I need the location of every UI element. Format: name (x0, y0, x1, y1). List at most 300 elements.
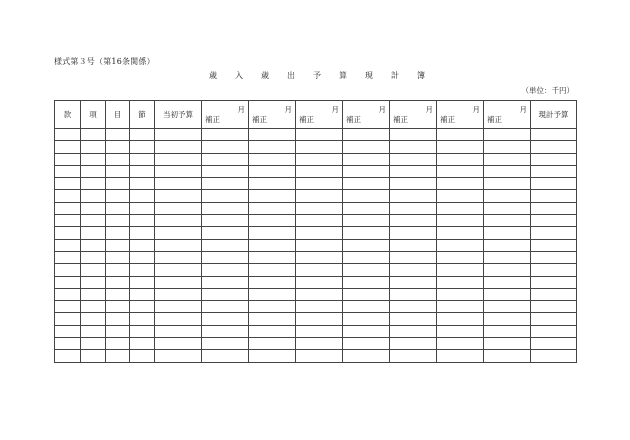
table-cell (81, 264, 106, 276)
table-cell (296, 338, 343, 350)
table-cell (343, 325, 390, 337)
table-row (55, 178, 577, 190)
supplementary-label: 補正 (346, 115, 361, 124)
table-cell (484, 165, 531, 177)
table-cell (531, 264, 577, 276)
table-cell (106, 276, 130, 288)
supplementary-label: 補正 (487, 115, 502, 124)
table-cell (130, 276, 155, 288)
table-cell (106, 190, 130, 202)
table-cell (531, 153, 577, 165)
table-cell (531, 202, 577, 214)
table-cell (484, 276, 531, 288)
table-cell (155, 251, 202, 263)
header-initial-budget: 当初予算 (155, 101, 202, 129)
title-char: 歳 (209, 71, 217, 80)
table-cell (106, 153, 130, 165)
table-cell (343, 215, 390, 227)
table-cell (249, 129, 296, 141)
table-cell (55, 227, 81, 239)
table-cell (249, 301, 296, 313)
table-cell (531, 165, 577, 177)
table-cell (484, 141, 531, 153)
table-cell (130, 301, 155, 313)
table-row (55, 141, 577, 153)
table-cell (155, 141, 202, 153)
table-cell (484, 350, 531, 362)
table-cell (531, 129, 577, 141)
table-cell (202, 264, 249, 276)
header-supplementary (390, 101, 437, 129)
table-cell (484, 338, 531, 350)
table-cell (202, 227, 249, 239)
document-title (209, 70, 425, 81)
table-cell (202, 325, 249, 337)
table-cell (81, 251, 106, 263)
month-label: 月 (237, 105, 245, 114)
table-cell (155, 239, 202, 251)
table-cell (81, 350, 106, 362)
table-cell (81, 141, 106, 153)
table-cell (130, 239, 155, 251)
table-cell (343, 264, 390, 276)
table-cell (106, 313, 130, 325)
table-cell (155, 325, 202, 337)
table-row (55, 313, 577, 325)
table-cell (531, 141, 577, 153)
table-cell (437, 313, 484, 325)
table-cell (531, 190, 577, 202)
table-cell (249, 251, 296, 263)
table-cell (531, 325, 577, 337)
table-cell (130, 178, 155, 190)
table-cell (296, 215, 343, 227)
month-label: 月 (425, 105, 433, 114)
table-cell (81, 190, 106, 202)
table-cell (81, 325, 106, 337)
table-cell (484, 251, 531, 263)
table-cell (55, 239, 81, 251)
table-cell (106, 215, 130, 227)
table-cell (202, 190, 249, 202)
header-supplementary (437, 101, 484, 129)
table-row (55, 350, 577, 362)
table-cell (106, 141, 130, 153)
table-cell (130, 264, 155, 276)
table-cell (437, 141, 484, 153)
table-cell (484, 190, 531, 202)
table-cell (155, 301, 202, 313)
table-cell (390, 338, 437, 350)
table-cell (343, 165, 390, 177)
table-cell (531, 301, 577, 313)
table-cell (296, 350, 343, 362)
table-cell (249, 141, 296, 153)
table-cell (155, 165, 202, 177)
header-moku: 目 (106, 101, 130, 129)
table-cell (296, 227, 343, 239)
table-cell (249, 264, 296, 276)
table-cell (484, 239, 531, 251)
month-label: 月 (284, 105, 292, 114)
table-cell (390, 350, 437, 362)
table-row (55, 153, 577, 165)
table-cell (202, 313, 249, 325)
table-cell (390, 178, 437, 190)
table-cell (81, 202, 106, 214)
table-cell (437, 276, 484, 288)
table-cell (296, 313, 343, 325)
table-cell (249, 288, 296, 300)
table-cell (437, 350, 484, 362)
table-cell (437, 251, 484, 263)
table-cell (249, 325, 296, 337)
table-cell (437, 264, 484, 276)
table-cell (437, 202, 484, 214)
table-row (55, 276, 577, 288)
header-kou: 項 (81, 101, 106, 129)
table-cell (155, 350, 202, 362)
table-cell (296, 178, 343, 190)
unit-note: （単位：千円） (521, 86, 574, 95)
table-row (55, 264, 577, 276)
table-cell (155, 313, 202, 325)
table-cell (390, 215, 437, 227)
table-cell (202, 178, 249, 190)
table-cell (390, 202, 437, 214)
table-body (55, 129, 577, 363)
table-cell (106, 202, 130, 214)
table-cell (130, 153, 155, 165)
table-cell (484, 301, 531, 313)
table-cell (296, 141, 343, 153)
table-cell (437, 153, 484, 165)
table-cell (484, 178, 531, 190)
title-char: 簿 (417, 71, 425, 80)
table-cell (437, 190, 484, 202)
table-cell (484, 153, 531, 165)
header-setsu: 節 (130, 101, 155, 129)
table-cell (531, 239, 577, 251)
table-cell (202, 338, 249, 350)
table-cell (343, 227, 390, 239)
table-cell (249, 190, 296, 202)
table-cell (296, 202, 343, 214)
table-cell (155, 215, 202, 227)
table-cell (55, 215, 81, 227)
header-supplementary (202, 101, 249, 129)
table-cell (343, 129, 390, 141)
table-cell (106, 129, 130, 141)
table-cell (81, 129, 106, 141)
table-cell (390, 227, 437, 239)
table-row (55, 301, 577, 313)
table-row (55, 239, 577, 251)
table-cell (130, 129, 155, 141)
table-cell (81, 227, 106, 239)
table-cell (484, 215, 531, 227)
table-cell (390, 239, 437, 251)
table-cell (296, 276, 343, 288)
table-cell (249, 178, 296, 190)
table-cell (155, 190, 202, 202)
month-label: 月 (378, 105, 386, 114)
table-cell (130, 165, 155, 177)
table-row (55, 215, 577, 227)
table-cell (437, 178, 484, 190)
table-cell (106, 239, 130, 251)
table-cell (249, 338, 296, 350)
table-cell (343, 178, 390, 190)
table-cell (343, 301, 390, 313)
table-cell (55, 313, 81, 325)
table-cell (390, 165, 437, 177)
budget-ledger-table (54, 100, 577, 363)
table-cell (484, 325, 531, 337)
month-label: 月 (519, 105, 527, 114)
table-cell (202, 141, 249, 153)
table-cell (55, 141, 81, 153)
table-cell (531, 313, 577, 325)
table-row (55, 190, 577, 202)
table-cell (390, 190, 437, 202)
table-cell (484, 129, 531, 141)
supplementary-label: 補正 (252, 115, 267, 124)
header-kan: 款 (55, 101, 81, 129)
table-cell (531, 251, 577, 263)
table-cell (155, 227, 202, 239)
table-cell (130, 251, 155, 263)
table-cell (531, 215, 577, 227)
table-cell (484, 264, 531, 276)
table-cell (55, 264, 81, 276)
table-cell (531, 288, 577, 300)
table-cell (390, 251, 437, 263)
table-cell (249, 215, 296, 227)
table-cell (106, 227, 130, 239)
table-cell (202, 165, 249, 177)
table-cell (202, 239, 249, 251)
table-cell (343, 288, 390, 300)
table-cell (296, 165, 343, 177)
table-cell (343, 313, 390, 325)
table-cell (81, 338, 106, 350)
table-cell (249, 202, 296, 214)
header-supplementary (296, 101, 343, 129)
table-cell (484, 202, 531, 214)
table-cell (484, 313, 531, 325)
table-cell (106, 338, 130, 350)
table-cell (296, 239, 343, 251)
table-cell (55, 153, 81, 165)
table-cell (55, 251, 81, 263)
table-cell (296, 190, 343, 202)
table-cell (296, 325, 343, 337)
table-cell (81, 153, 106, 165)
table-row (55, 251, 577, 263)
table-cell (531, 338, 577, 350)
table-row (55, 129, 577, 141)
table-header-row (55, 101, 577, 129)
table-cell (55, 350, 81, 362)
table-cell (484, 288, 531, 300)
table-cell (106, 251, 130, 263)
table-cell (202, 153, 249, 165)
table-cell (130, 338, 155, 350)
table-cell (130, 190, 155, 202)
table-cell (81, 301, 106, 313)
month-label: 月 (331, 105, 339, 114)
table-cell (343, 350, 390, 362)
table-cell (390, 325, 437, 337)
table-cell (55, 338, 81, 350)
table-cell (81, 215, 106, 227)
table-row (55, 202, 577, 214)
title-char: 歳 (261, 71, 269, 80)
table-cell (296, 129, 343, 141)
table-cell (343, 190, 390, 202)
table-cell (390, 313, 437, 325)
header-current-budget: 現計予算 (531, 101, 577, 129)
title-char: 予 (313, 71, 321, 80)
table-cell (106, 325, 130, 337)
table-cell (55, 165, 81, 177)
table-cell (531, 276, 577, 288)
table-cell (249, 313, 296, 325)
table-cell (130, 202, 155, 214)
table-cell (106, 165, 130, 177)
table-cell (106, 301, 130, 313)
table-cell (343, 276, 390, 288)
table-cell (55, 129, 81, 141)
title-char: 算 (339, 71, 347, 80)
table-cell (437, 215, 484, 227)
table-cell (202, 215, 249, 227)
table-cell (130, 141, 155, 153)
table-cell (296, 264, 343, 276)
table-cell (155, 288, 202, 300)
table-cell (130, 350, 155, 362)
table-cell (249, 276, 296, 288)
table-cell (55, 178, 81, 190)
table-cell (130, 313, 155, 325)
table-cell (202, 129, 249, 141)
table-row (55, 165, 577, 177)
table-cell (437, 288, 484, 300)
table-cell (531, 178, 577, 190)
table-cell (437, 239, 484, 251)
title-char: 出 (287, 71, 295, 80)
table-cell (437, 227, 484, 239)
table-cell (202, 276, 249, 288)
title-char: 現 (365, 71, 373, 80)
title-char: 入 (235, 71, 243, 80)
table-cell (81, 239, 106, 251)
table-cell (202, 301, 249, 313)
table-cell (484, 227, 531, 239)
table-cell (81, 165, 106, 177)
table-cell (437, 301, 484, 313)
table-cell (249, 350, 296, 362)
table-cell (343, 239, 390, 251)
table-cell (130, 288, 155, 300)
table-cell (81, 288, 106, 300)
table-cell (343, 338, 390, 350)
table-cell (249, 153, 296, 165)
table-cell (81, 276, 106, 288)
table-cell (390, 276, 437, 288)
table-cell (106, 178, 130, 190)
table-cell (531, 350, 577, 362)
table-cell (130, 325, 155, 337)
table-cell (437, 338, 484, 350)
table-cell (55, 288, 81, 300)
header-supplementary (343, 101, 390, 129)
table-cell (390, 153, 437, 165)
table-cell (55, 276, 81, 288)
table-cell (390, 301, 437, 313)
table-cell (390, 129, 437, 141)
table-cell (55, 325, 81, 337)
table-cell (202, 288, 249, 300)
table-cell (106, 350, 130, 362)
table-cell (155, 153, 202, 165)
table-cell (55, 190, 81, 202)
table-cell (155, 264, 202, 276)
table-row (55, 288, 577, 300)
table-cell (249, 239, 296, 251)
table-cell (343, 141, 390, 153)
table-cell (296, 301, 343, 313)
table-cell (437, 165, 484, 177)
table-cell (390, 141, 437, 153)
table-cell (55, 202, 81, 214)
supplementary-label: 補正 (393, 115, 408, 124)
table-cell (55, 301, 81, 313)
table-cell (130, 227, 155, 239)
supplementary-label: 補正 (205, 115, 220, 124)
table-cell (437, 325, 484, 337)
supplementary-label: 補正 (440, 115, 455, 124)
table-cell (249, 227, 296, 239)
table-cell (296, 153, 343, 165)
table-cell (437, 129, 484, 141)
header-supplementary (249, 101, 296, 129)
table-cell (155, 129, 202, 141)
header-supplementary (484, 101, 531, 129)
table-cell (202, 350, 249, 362)
table-cell (390, 264, 437, 276)
table-cell (296, 288, 343, 300)
supplementary-label: 補正 (299, 115, 314, 124)
table-cell (106, 288, 130, 300)
title-char: 計 (391, 71, 399, 80)
table-cell (249, 165, 296, 177)
table-cell (531, 227, 577, 239)
table-cell (296, 251, 343, 263)
table-cell (106, 264, 130, 276)
table-row (55, 325, 577, 337)
table-row (55, 338, 577, 350)
table-row (55, 227, 577, 239)
table-cell (81, 178, 106, 190)
table-cell (343, 202, 390, 214)
table-cell (81, 313, 106, 325)
table-cell (343, 251, 390, 263)
table-cell (130, 215, 155, 227)
table-cell (155, 338, 202, 350)
form-number: 様式第３号（第16条関係） (54, 57, 155, 66)
